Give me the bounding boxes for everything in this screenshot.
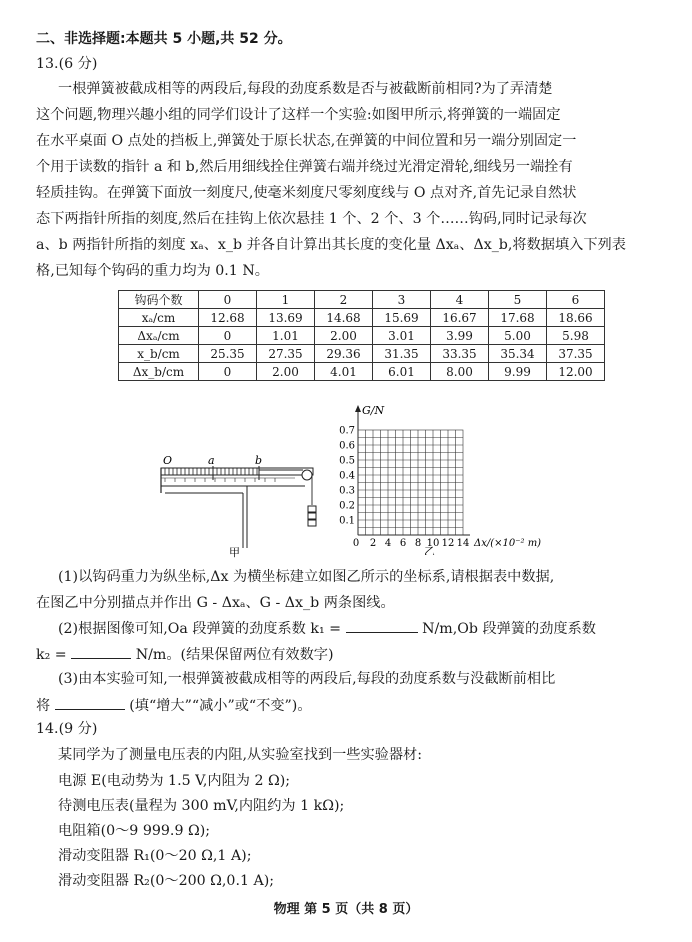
pulley [302, 470, 312, 480]
question-14-line: 滑动变阻器 R₂(0～200 Ω,0.1 A); [58, 873, 275, 889]
origin-label: 0 [352, 538, 360, 549]
table-cell: 29.36 [315, 345, 373, 363]
question-14-line: 某同学为了测量电压表的内阻,从实验室找到一些实验器材: [58, 747, 422, 763]
label-b: b [255, 454, 263, 467]
figure-jia-apparatus [155, 448, 340, 558]
x-tick-label: 14 [456, 538, 470, 549]
subquestion-2-line2 [36, 644, 662, 664]
table-cell: 16.67 [431, 309, 489, 327]
table-cell: 4.01 [315, 363, 373, 381]
table-cell: 3 [373, 291, 431, 309]
table-cell: Δxₐ/cm [119, 327, 199, 345]
table-cell: 12.68 [199, 309, 257, 327]
y-tick-label: 0.3 [339, 485, 355, 497]
intro-line: 态下两指针所指的刻度,然后在挂钩上依次悬挂 1 个、2 个、3 个……钩码,同时记录每次 [36, 211, 587, 227]
intro-line: 在水平桌面 O 点处的挡板上,弹簧处于原长状态,在弹簧的中间位置和另一端分别固定一 [36, 133, 577, 149]
subquestion-3-text: (填“增大”“减小”或“不变”)。 [129, 698, 312, 714]
table-cell: 6.01 [373, 363, 431, 381]
section-heading: 二、非选择题:本题共 5 小题,共 52 分。 [36, 31, 292, 47]
ruler [161, 478, 295, 482]
table-cell: 0 [199, 363, 257, 381]
answer-blank-trend[interactable] [55, 695, 125, 710]
table-cell: 13.69 [257, 309, 315, 327]
question-14-line: 电源 E(电动势为 1.5 V,内阻为 2 Ω); [58, 773, 291, 789]
table-cell: 2.00 [315, 327, 373, 345]
y-tick-label: 0.4 [339, 470, 355, 482]
table-cell: 3.01 [373, 327, 431, 345]
y-axis-label: G/N [362, 405, 385, 417]
intro-line: 一根弹簧被截成相等的两段后,每段的劲度系数是否与被截断前相同?为了弄清楚 [58, 81, 553, 97]
table-header-row [119, 291, 605, 309]
subquestion-2-text: (2)根据图像可知,Oa 段弹簧的劲度系数 k₁ = [58, 621, 342, 637]
table-cell: 4 [431, 291, 489, 309]
table-cell: 18.66 [547, 309, 605, 327]
subquestion-1-line: 在图乙中分别描点并作出 G - Δxₐ、G - Δx_b 两条图线。 [36, 595, 395, 611]
table-cell: 5.00 [489, 327, 547, 345]
subquestion-2-text: k₂ = [36, 647, 67, 663]
table-cell: 1 [257, 291, 315, 309]
table-cell: 8.00 [431, 363, 489, 381]
x-tick-label: 2 [369, 538, 377, 549]
table-row [119, 363, 605, 381]
question-14-line: 待测电压表(量程为 300 mV,内阻约为 1 kΩ); [58, 798, 345, 814]
table-cell: 2 [315, 291, 373, 309]
grid-lines [358, 430, 463, 535]
table-cell: 37.35 [547, 345, 605, 363]
table-cell: xₐ/cm [119, 309, 199, 327]
table-cell: 25.35 [199, 345, 257, 363]
table-cell: 2.00 [257, 363, 315, 381]
table-cell: 3.99 [431, 327, 489, 345]
hook-weight [308, 513, 316, 519]
x-tick-label: 10 [426, 538, 440, 549]
table-cell: 5 [489, 291, 547, 309]
intro-line: 这个问题,物理兴趣小组的同学们设计了这样一个实验:如图甲所示,将弹簧的一端固定 [36, 107, 561, 123]
intro-line: 轻质挂钩。在弹簧下面放一刻度尺,使毫米刻度尺零刻度线与 O 点对齐,首先记录自然状 [36, 185, 577, 201]
x-tick-label: 6 [399, 538, 407, 549]
table-cell: 33.35 [431, 345, 489, 363]
figure-yi-caption: 乙 [424, 545, 435, 555]
label-O: O [163, 454, 173, 467]
figure-jia-caption: 甲 [229, 546, 240, 558]
hook-weight [308, 520, 316, 526]
x-tick-label: 8 [414, 538, 422, 549]
table-cell: 15.69 [373, 309, 431, 327]
table-row [119, 345, 605, 363]
y-tick-label: 0.5 [339, 455, 355, 467]
table-cell: 27.35 [257, 345, 315, 363]
subquestion-2-line1 [58, 618, 662, 638]
table-cell: 9.99 [489, 363, 547, 381]
label-a: a [208, 454, 215, 467]
subquestion-2-text: N/m,Ob 段弹簧的劲度系数 [422, 621, 596, 637]
intro-line: a、b 两指针所指的刻度 xₐ、x_b 并各自计算出其长度的变化量 Δxₐ、Δx_b,将数据填入下列表 [36, 237, 626, 253]
x-tick-label: 4 [384, 538, 392, 549]
table-cell: Δx_b/cm [119, 363, 199, 381]
subquestion-3-text: 将 [36, 698, 51, 714]
intro-line: 格,已知每个钩码的重力均为 0.1 N。 [36, 263, 269, 279]
table-cell: 31.35 [373, 345, 431, 363]
question-14-line: 电阻箱(0～9 999.9 Ω); [58, 823, 211, 839]
table-cell: 1.01 [257, 327, 315, 345]
table-cell: 12.00 [547, 363, 605, 381]
x-axis-label: Δx/(×10⁻² m) [474, 538, 542, 549]
intro-line: 个用于读数的指针 a 和 b,然后用细线拴住弹簧右端并绕过光滑定滑轮,细线另一端拴有 [36, 159, 573, 175]
table-cell: 17.68 [489, 309, 547, 327]
question-14-number: 14.(9 分) [36, 721, 98, 737]
table-cell: 0 [199, 327, 257, 345]
table-cell: 5.98 [547, 327, 605, 345]
data-table [118, 290, 605, 381]
table-row [119, 327, 605, 345]
x-tick-label: 12 [441, 538, 455, 549]
table-cell: x_b/cm [119, 345, 199, 363]
y-tick-label: 0.1 [339, 515, 355, 527]
figure-yi-grid [330, 405, 560, 555]
y-tick-label: 0.6 [339, 440, 355, 452]
table-cell: 钩码个数 [119, 291, 199, 309]
table-row [119, 309, 605, 327]
answer-blank-k2[interactable] [71, 644, 131, 659]
hook-weight [308, 506, 316, 512]
table-cell: 6 [547, 291, 605, 309]
table-cell: 35.34 [489, 345, 547, 363]
table-cell: 0 [199, 291, 257, 309]
table-cell: 14.68 [315, 309, 373, 327]
question-14-line: 滑动变阻器 R₁(0～20 Ω,1 A); [58, 848, 252, 864]
answer-blank-k1[interactable] [346, 618, 418, 633]
page-footer: 物理 第 5 页（共 8 页） [273, 902, 419, 917]
subquestion-3-line1: (3)由本实验可知,一根弹簧被截成相等的两段后,每段的劲度系数与没截断前相比 [58, 671, 556, 687]
question-13-number: 13.(6 分) [36, 56, 98, 72]
y-tick-label: 0.2 [339, 500, 355, 512]
subquestion-2-text: N/m。(结果保留两位有效数字) [135, 647, 334, 663]
subquestion-1-line: (1)以钩码重力为纵坐标,Δx 为横坐标建立如图乙所示的坐标系,请根据表中数据, [58, 569, 555, 585]
subquestion-3-line2 [36, 695, 662, 715]
y-tick-label: 0.7 [339, 425, 355, 437]
